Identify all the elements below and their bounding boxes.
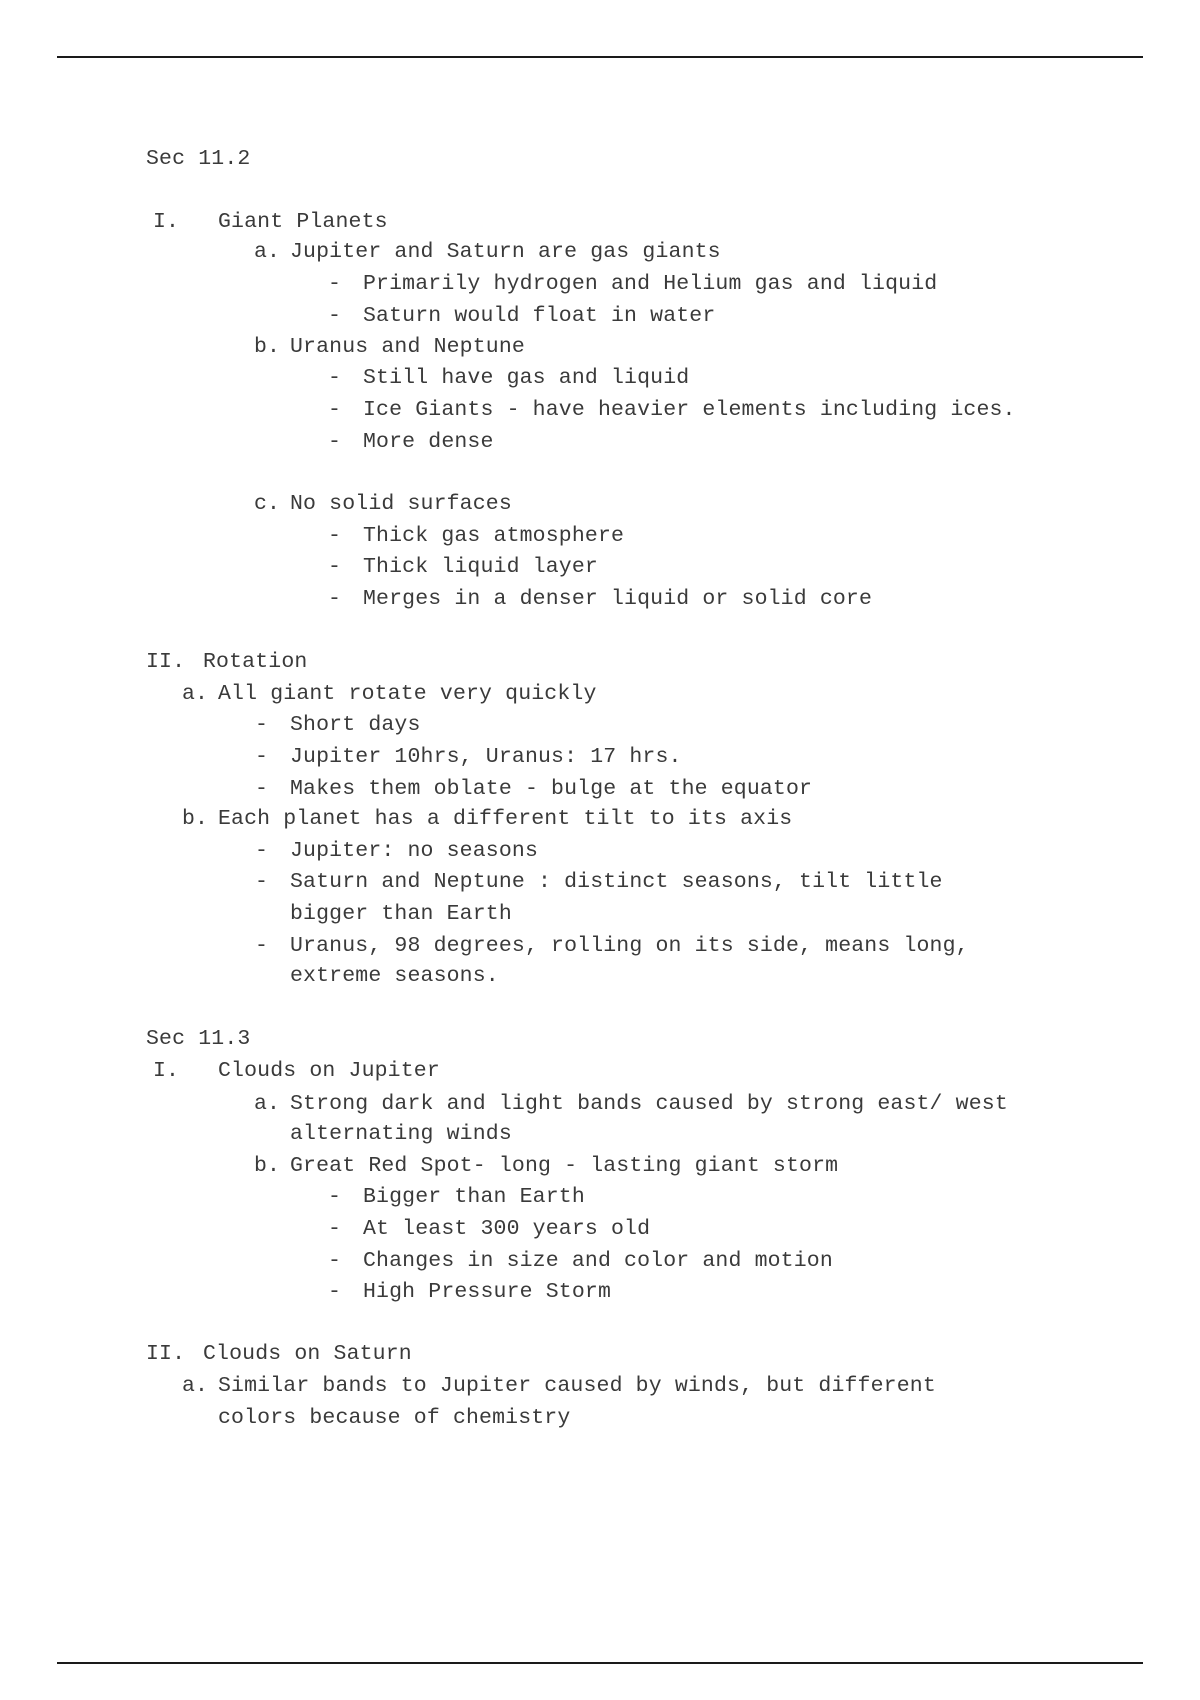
outline-marker: b. bbox=[254, 1154, 281, 1178]
outline-marker: a. bbox=[182, 1374, 209, 1398]
heading-clouds-on-jupiter: Clouds on Jupiter bbox=[218, 1059, 440, 1083]
outline-marker: b. bbox=[182, 807, 209, 831]
list-item: Short days bbox=[290, 713, 421, 737]
outline-marker: c. bbox=[254, 492, 281, 516]
dash-bullet: - bbox=[255, 713, 269, 737]
list-item: No solid surfaces bbox=[290, 492, 512, 516]
dash-bullet: - bbox=[255, 745, 269, 769]
outline-marker: II. bbox=[146, 1342, 186, 1366]
list-item: Merges in a denser liquid or solid core bbox=[363, 587, 873, 611]
outline-marker: a. bbox=[254, 1092, 281, 1116]
list-item: More dense bbox=[363, 430, 494, 454]
list-item-continuation: bigger than Earth bbox=[290, 902, 512, 926]
list-item: All giant rotate very quickly bbox=[218, 682, 597, 706]
list-item: Saturn would float in water bbox=[363, 304, 716, 328]
dash-bullet: - bbox=[328, 555, 342, 579]
dash-bullet: - bbox=[328, 272, 342, 296]
list-item: Jupiter: no seasons bbox=[290, 839, 538, 863]
list-item: Uranus, 98 degrees, rolling on its side, means long, bbox=[290, 934, 969, 958]
list-item-continuation: colors because of chemistry bbox=[218, 1406, 571, 1430]
list-item: Saturn and Neptune : distinct seasons, tilt little bbox=[290, 870, 943, 894]
list-item: Primarily hydrogen and Helium gas and liquid bbox=[363, 272, 938, 296]
dash-bullet: - bbox=[328, 1185, 342, 1209]
list-item: At least 300 years old bbox=[363, 1217, 651, 1241]
dash-bullet: - bbox=[255, 870, 269, 894]
list-item: Thick gas atmosphere bbox=[363, 524, 625, 548]
heading-giant-planets: Giant Planets bbox=[218, 210, 388, 234]
section-heading-11-2: Sec 11.2 bbox=[146, 147, 251, 171]
dash-bullet: - bbox=[255, 839, 269, 863]
dash-bullet: - bbox=[328, 587, 342, 611]
section-heading-11-3: Sec 11.3 bbox=[146, 1027, 251, 1051]
outline-marker: II. bbox=[146, 650, 186, 674]
dash-bullet: - bbox=[328, 1249, 342, 1273]
heading-clouds-on-saturn: Clouds on Saturn bbox=[203, 1342, 412, 1366]
list-item: Bigger than Earth bbox=[363, 1185, 585, 1209]
heading-rotation: Rotation bbox=[203, 650, 308, 674]
dash-bullet: - bbox=[328, 430, 342, 454]
list-item: Jupiter 10hrs, Uranus: 17 hrs. bbox=[290, 745, 682, 769]
list-item: Strong dark and light bands caused by strong east/ west bbox=[290, 1092, 1008, 1116]
outline-marker: a. bbox=[182, 682, 209, 706]
list-item: Still have gas and liquid bbox=[363, 366, 690, 390]
outline-marker: a. bbox=[254, 240, 281, 264]
list-item: Jupiter and Saturn are gas giants bbox=[290, 240, 721, 264]
list-item: Similar bands to Jupiter caused by winds, but different bbox=[218, 1374, 936, 1398]
list-item: Uranus and Neptune bbox=[290, 335, 525, 359]
list-item: Changes in size and color and motion bbox=[363, 1249, 833, 1273]
dash-bullet: - bbox=[255, 777, 269, 801]
dash-bullet: - bbox=[255, 934, 269, 958]
dash-bullet: - bbox=[328, 1280, 342, 1304]
list-item: Makes them oblate - bulge at the equator bbox=[290, 777, 813, 801]
list-item: Thick liquid layer bbox=[363, 555, 598, 579]
outline-marker: I. bbox=[153, 1059, 180, 1083]
dash-bullet: - bbox=[328, 1217, 342, 1241]
dash-bullet: - bbox=[328, 304, 342, 328]
list-item: Great Red Spot- long - lasting giant storm bbox=[290, 1154, 839, 1178]
dash-bullet: - bbox=[328, 366, 342, 390]
list-item: Ice Giants - have heavier elements including ices. bbox=[363, 398, 1016, 422]
list-item-continuation: alternating winds bbox=[290, 1122, 512, 1146]
outline-marker: b. bbox=[254, 335, 281, 359]
dash-bullet: - bbox=[328, 524, 342, 548]
dash-bullet: - bbox=[328, 398, 342, 422]
list-item-continuation: extreme seasons. bbox=[290, 964, 499, 988]
list-item: Each planet has a different tilt to its axis bbox=[218, 807, 793, 831]
outline-marker: I. bbox=[153, 210, 180, 234]
list-item: High Pressure Storm bbox=[363, 1280, 611, 1304]
